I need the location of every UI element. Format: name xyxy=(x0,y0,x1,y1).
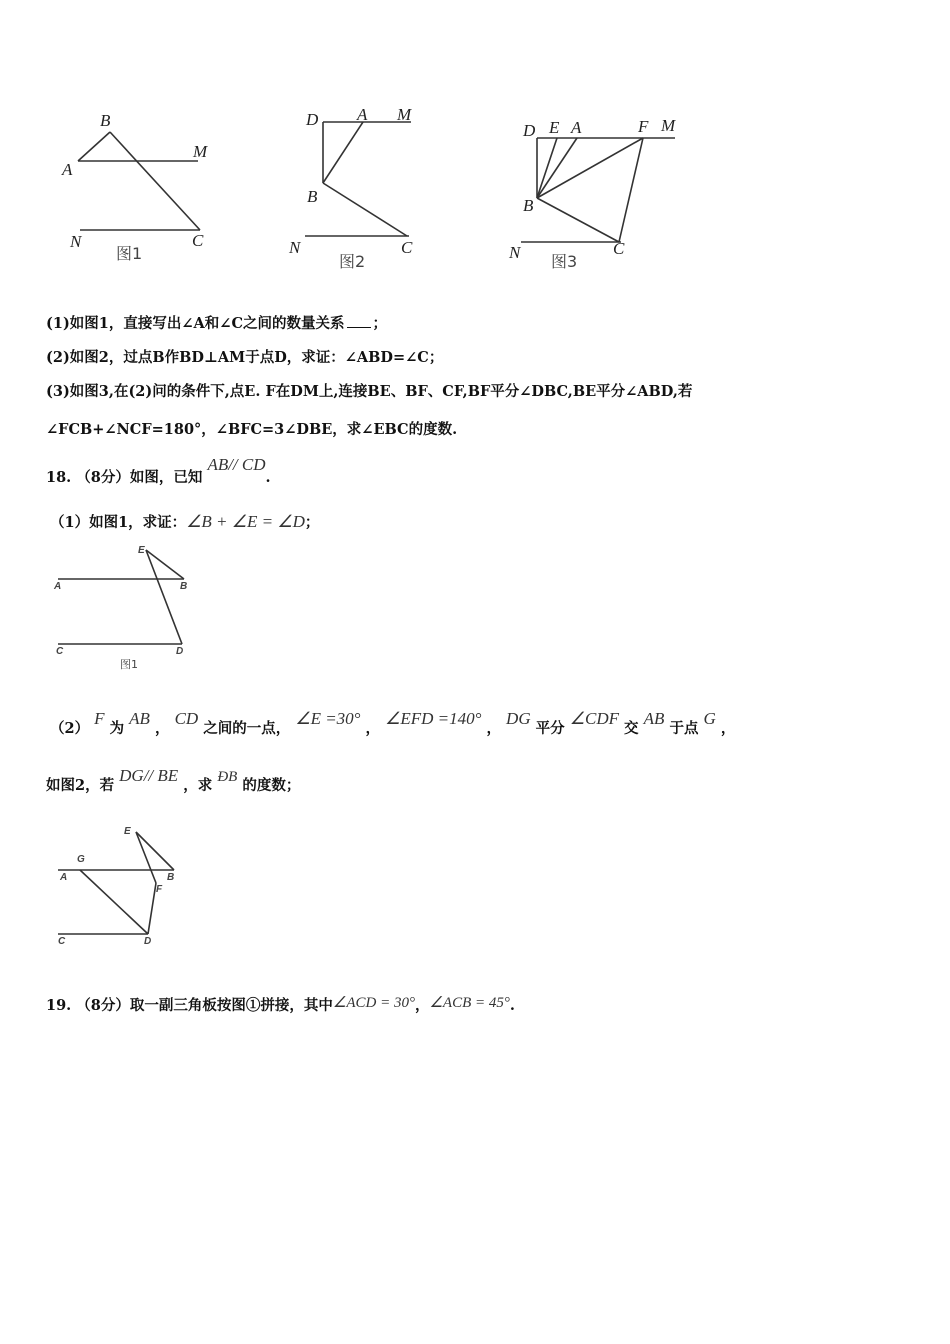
q18-p2l2-m2: ÐB xyxy=(217,769,238,785)
q18-fig2-label-d: D xyxy=(144,936,152,947)
q18-stem-math: AB// CD xyxy=(207,455,266,474)
q18-p2-m8: AB xyxy=(643,709,665,728)
q17-part2: (2)如图2，过点B作BD⊥AM于点D，求证：∠ABD=∠C； xyxy=(46,349,444,366)
figure-1 xyxy=(50,105,240,270)
q18-stem-end: . xyxy=(265,469,271,486)
q18-p2l2-s2: ，求 xyxy=(183,777,213,794)
q17-part3-line2: ∠FCB+∠NCF=180°，∠BFC=3∠DBE，求∠EBC的度数. xyxy=(46,421,458,438)
q18-fig1-label-e: E xyxy=(138,545,145,556)
figure-2 xyxy=(285,100,435,275)
q18-p2-s3: ， xyxy=(155,720,170,737)
q18-p2-s4: 之间的一点， xyxy=(203,720,291,737)
fig3-caption: 图3 xyxy=(551,252,578,271)
q19-end: . xyxy=(509,997,515,1014)
q18-fig1-label-d: D xyxy=(176,646,184,657)
q18-fig1-label-a: A xyxy=(54,581,62,592)
q17-part3-line1: (3)如图3,在(2)问的条件下,点E. F在DM上,连接BE、BF、CF,BF平分∠DBC,BE平分∠ABD,若 xyxy=(46,383,693,400)
fig3-label-m: M xyxy=(661,116,676,135)
fig2-label-c: C xyxy=(401,238,413,257)
fig2-label-b: B xyxy=(307,187,318,206)
q18-stem-text: 18. （8分）如图，已知 xyxy=(46,469,203,486)
q18-figure-1 xyxy=(50,540,210,675)
fig3-label-e: E xyxy=(549,118,560,137)
q18-part1 xyxy=(50,511,319,532)
q18-p2-s8: 交 xyxy=(624,720,639,737)
q18-fig1-label-b: B xyxy=(180,581,188,592)
answer-blank[interactable] xyxy=(347,315,371,328)
q19-sep: ， xyxy=(414,997,430,1014)
q18-p2-m4: ∠E =30° xyxy=(295,709,361,728)
q18-p2-m5: ∠EFD =140° xyxy=(385,709,482,728)
q18-fig2-label-f: F xyxy=(156,884,163,895)
fig2-label-d: D xyxy=(306,110,319,129)
q18-fig2-label-g: G xyxy=(77,854,85,865)
q18-p2-s9: 于点 xyxy=(669,720,699,737)
fig3-label-c: C xyxy=(613,239,625,258)
q19-stem-text: 19. （8分）取一副三角板按图①拼接，其中 xyxy=(46,997,333,1014)
q18-p2-m1: F xyxy=(94,709,105,728)
fig1-label-n: N xyxy=(70,232,82,251)
q18-part1-end: ； xyxy=(304,514,320,531)
q18-fig1-label-c: C xyxy=(56,646,64,657)
q18-fig2-label-b: B xyxy=(167,872,175,883)
q18-p2-s7: 平分 xyxy=(535,720,565,737)
figure-3 xyxy=(505,112,695,277)
q18-p2-s5: ， xyxy=(365,720,381,737)
q19-stem xyxy=(46,994,515,1015)
q18-part1-math: ∠B + ∠E = ∠D xyxy=(186,512,305,531)
q18-p2l2-m1: DG// BE xyxy=(119,766,179,785)
fig2-label-n: N xyxy=(289,238,301,257)
q17-part1 xyxy=(46,312,387,333)
fig3-label-d: D xyxy=(523,121,536,140)
q18-p2-m6: DG xyxy=(506,709,531,728)
q18-p2-m7: ∠CDF xyxy=(569,709,619,728)
q18-stem xyxy=(46,455,271,487)
q18-part1-text: （1）如图1，求证： xyxy=(50,514,187,531)
q18-p2-s1: （2） xyxy=(50,720,90,737)
q19-math-2: ∠ACB = 45° xyxy=(429,995,510,1011)
q18-p2-m9: G xyxy=(703,709,716,728)
fig3-label-f: F xyxy=(638,117,649,136)
fig2-label-m: M xyxy=(397,105,412,124)
fig1-label-m: M xyxy=(193,142,208,161)
q18-figure-2 xyxy=(50,820,200,955)
q18-p2-m2: AB xyxy=(129,709,150,728)
fig1-label-a: A xyxy=(62,160,73,179)
q17-part1-end: ； xyxy=(372,315,387,332)
q18-fig1-caption: 图1 xyxy=(120,658,138,671)
q19-math-1: ∠ACD = 30° xyxy=(332,995,415,1011)
fig1-label-b: B xyxy=(100,111,111,130)
q18-p2l2-s1: 如图2，若 xyxy=(46,777,115,794)
fig3-label-a: A xyxy=(571,118,582,137)
q18-p2-s10: ， xyxy=(720,720,736,737)
fig1-caption: 图1 xyxy=(116,244,143,263)
q18-p2l2-s3: 的度数； xyxy=(242,777,301,794)
q18-fig2-label-a: A xyxy=(60,872,68,883)
q17-part1-text: (1)如图1，直接写出∠A和∠C之间的数量关系 xyxy=(46,315,345,332)
q18-p2-s2: 为 xyxy=(109,720,125,737)
q18-part2-line2 xyxy=(46,765,301,794)
q18-fig2-label-e: E xyxy=(124,826,131,837)
fig3-label-b: B xyxy=(523,196,534,215)
fig3-label-n: N xyxy=(509,243,521,262)
fig2-label-a: A xyxy=(357,105,368,124)
q18-fig2-label-c: C xyxy=(58,936,66,947)
fig2-caption: 图2 xyxy=(339,252,366,271)
q18-p2-s6: ， xyxy=(486,720,501,737)
fig1-label-c: C xyxy=(192,231,204,250)
q18-p2-m3: CD xyxy=(174,709,199,728)
q18-part2 xyxy=(50,708,736,737)
